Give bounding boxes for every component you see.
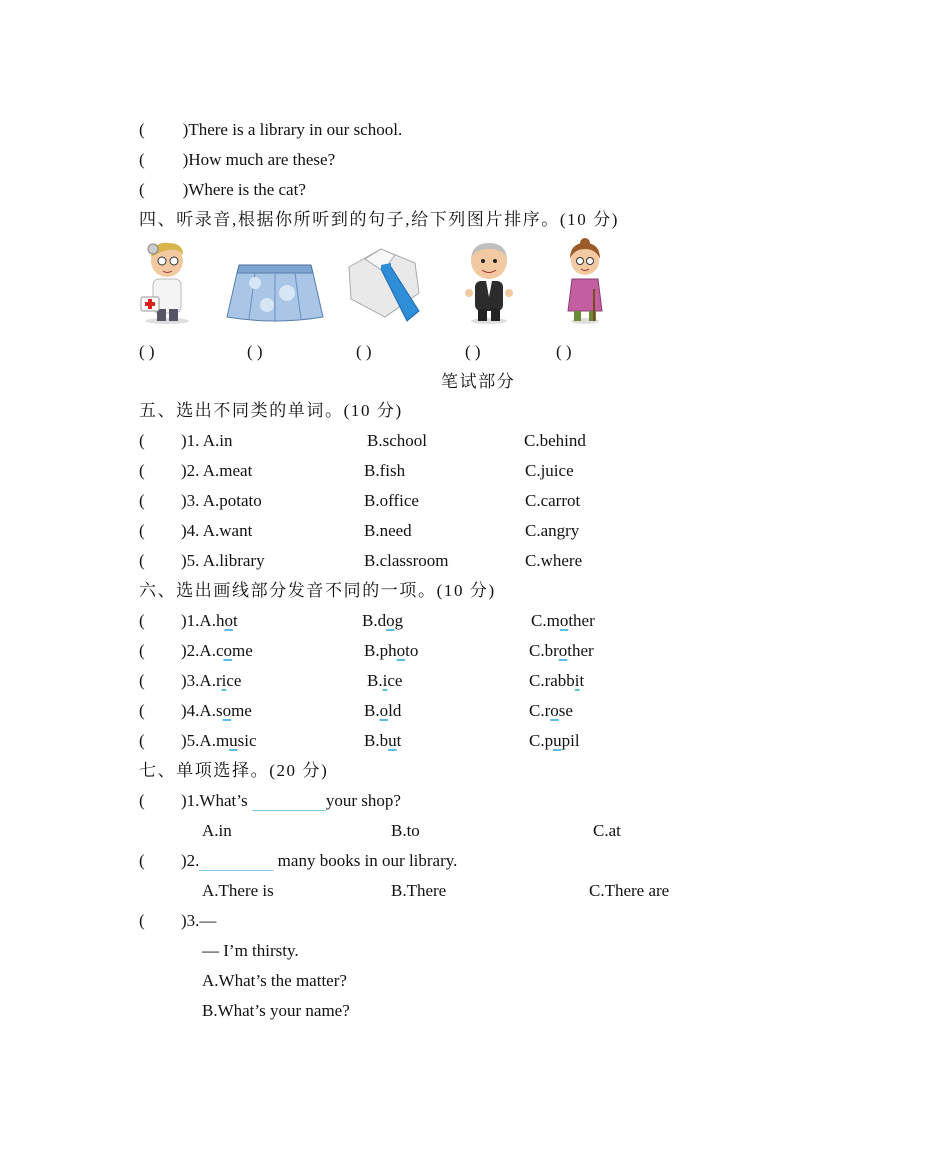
s7-q1-option-a: A.in xyxy=(202,821,232,840)
s6-item-3-b: B.ice xyxy=(367,671,403,690)
s7-q2-stem: )2. many books in our library. xyxy=(181,851,458,870)
s6-item-1-a: )1.A.hot xyxy=(181,611,238,630)
s7-q2-option-a: A.There is xyxy=(202,881,274,900)
answer-paren[interactable]: ( xyxy=(139,180,145,199)
answer-paren[interactable]: ( xyxy=(139,911,145,930)
s5-item-2-b: B.fish xyxy=(364,461,406,480)
s5-item-5-b: B.classroom xyxy=(364,551,449,570)
answer-paren[interactable]: ( xyxy=(139,851,145,870)
s6-item-5-a: )5.A.music xyxy=(181,731,257,750)
s7-q1-option-c: C.at xyxy=(593,821,621,840)
s6-item-4-c: C.rose xyxy=(529,701,573,720)
s5-item-1-a: )1. A.in xyxy=(181,431,233,450)
s6-item-4-a: )4.A.some xyxy=(181,701,252,720)
s6-item-3-c: C.rabbit xyxy=(529,671,585,690)
s7-q3-option-a: A.What’s the matter? xyxy=(202,971,347,990)
section7-heading: 七、单项选择。(20 分) xyxy=(139,761,329,780)
section6-heading: 六、选出画线部分发音不同的一项。(10 分) xyxy=(139,581,496,600)
s5-item-3-c: C.carrot xyxy=(525,491,581,510)
grandma-icon xyxy=(560,237,610,325)
s5-item-3-b: B.office xyxy=(364,491,419,510)
listening-text: There is a library in our school. xyxy=(188,120,403,139)
answer-paren[interactable]: ( xyxy=(139,491,145,510)
picture-blank-4[interactable]: ( ) xyxy=(465,342,481,361)
doctor-icon xyxy=(139,237,197,325)
written-part-title: 笔试部分 xyxy=(441,372,516,391)
s6-item-1-b: B.dog xyxy=(362,611,404,630)
answer-paren[interactable]: ( xyxy=(139,521,145,540)
s7-q1-stem: )1.What’s your shop? xyxy=(181,791,401,810)
s6-item-2-b: B.photo xyxy=(364,641,419,660)
answer-paren[interactable]: ( xyxy=(139,461,145,480)
answer-paren[interactable]: ( xyxy=(139,431,145,450)
s5-item-4-a: )4. A.want xyxy=(181,521,253,540)
s7-q3-option-b: B.What’s your name? xyxy=(202,1001,350,1020)
picture-blank-2[interactable]: ( ) xyxy=(247,342,263,361)
s5-item-2-a: )2. A.meat xyxy=(181,461,253,480)
s5-item-1-b: B.school xyxy=(367,431,427,450)
listening-text: How much are these? xyxy=(188,150,336,169)
picture-blank-3[interactable]: ( ) xyxy=(356,342,372,361)
grandpa-icon xyxy=(460,237,518,325)
answer-paren[interactable]: ( xyxy=(139,791,145,810)
answer-paren[interactable]: ( xyxy=(139,641,145,660)
s6-item-1-c: C.mother xyxy=(531,611,595,630)
listening-text: Where is the cat? xyxy=(188,180,306,199)
s7-q2-option-c: C.There are xyxy=(589,881,670,900)
picture-blank-5[interactable]: ( ) xyxy=(556,342,572,361)
section5-heading: 五、选出不同类的单词。(10 分) xyxy=(139,401,403,420)
listening-line-3: ( )Where is the cat? xyxy=(139,180,306,199)
s7-q3-stem: )3.— xyxy=(181,911,217,930)
s6-item-2-c: C.brother xyxy=(529,641,594,660)
fill-blank[interactable] xyxy=(252,792,326,811)
s5-item-4-b: B.need xyxy=(364,521,412,540)
answer-paren[interactable]: ( xyxy=(139,120,145,139)
s5-item-2-c: C.juice xyxy=(525,461,574,480)
fill-blank[interactable] xyxy=(199,852,273,871)
s7-q3-line2: — I’m thirsty. xyxy=(202,941,299,960)
answer-paren[interactable]: ( xyxy=(139,150,145,169)
picture-blank-1[interactable]: ( ) xyxy=(139,342,155,361)
s6-item-2-a: )2.A.come xyxy=(181,641,253,660)
s6-item-3-a: )3.A.rice xyxy=(181,671,242,690)
s7-q1-option-b: B.to xyxy=(391,821,420,840)
answer-paren[interactable]: ( xyxy=(139,731,145,750)
s6-item-5-b: B.but xyxy=(364,731,402,750)
s5-item-5-c: C.where xyxy=(525,551,583,570)
s6-item-4-b: B.old xyxy=(364,701,402,720)
answer-paren[interactable]: ( xyxy=(139,551,145,570)
s5-item-4-c: C.angry xyxy=(525,521,580,540)
answer-paren[interactable]: ( xyxy=(139,611,145,630)
shirt-tie-icon xyxy=(345,237,423,325)
listening-line-2: ( )How much are these? xyxy=(139,150,336,169)
skirt-icon xyxy=(225,237,325,325)
answer-paren[interactable]: ( xyxy=(139,701,145,720)
answer-paren[interactable]: ( xyxy=(139,671,145,690)
s5-item-1-c: C.behind xyxy=(524,431,586,450)
listening-line-1: ( )There is a library in our school. xyxy=(139,120,403,139)
section4-heading: 四、听录音,根据你所听到的句子,给下列图片排序。(10 分) xyxy=(139,210,620,229)
s5-item-3-a: )3. A.potato xyxy=(181,491,262,510)
s5-item-5-a: )5. A.library xyxy=(181,551,265,570)
s6-item-5-c: C.pupil xyxy=(529,731,580,750)
s7-q2-option-b: B.There xyxy=(391,881,447,900)
